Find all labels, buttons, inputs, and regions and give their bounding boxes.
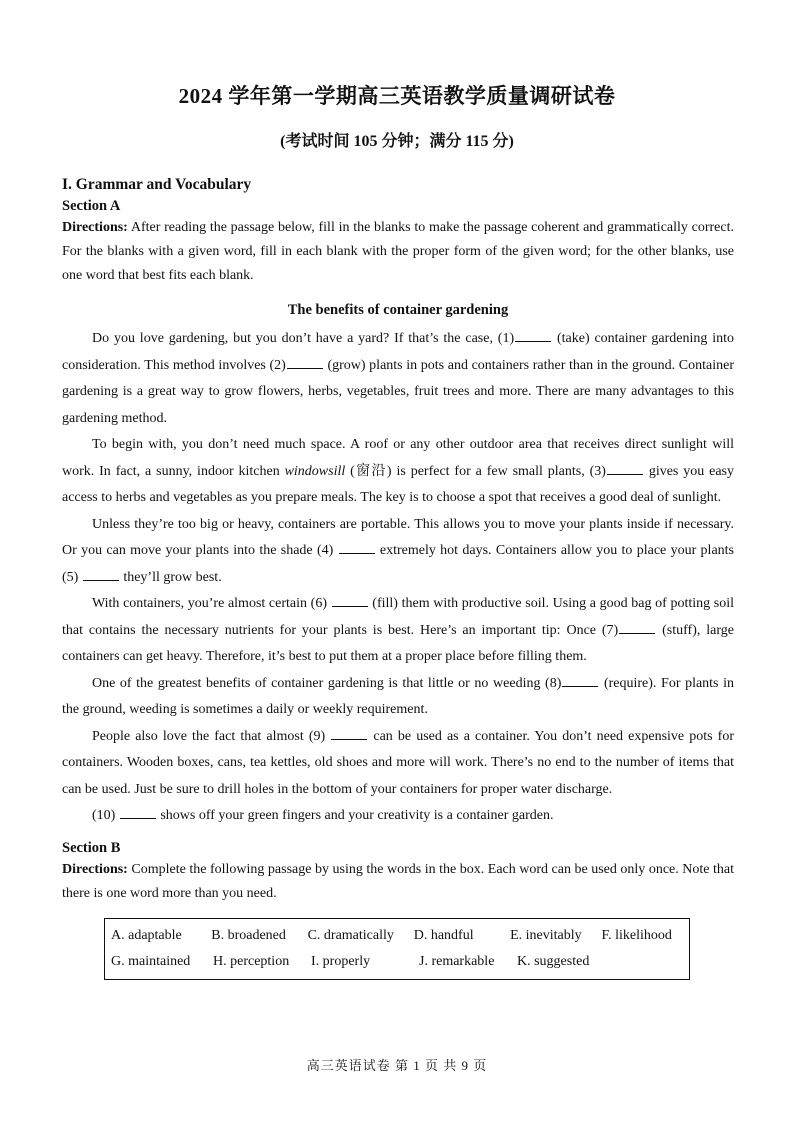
word-option: D. handful (413, 927, 474, 943)
paragraph-text: One of the greatest benefits of container gardening is that little or no weeding (8) (92, 675, 562, 691)
directions-text: After reading the passage below, fill in the blanks to make the passage coherent and grammatically correct. For the blanks with a given word, fill in each blank with the proper form of the given word; for the other blanks, use one word that best fits each blank. (62, 220, 735, 283)
italic-term: windowsill (284, 463, 346, 479)
word-bank-row-1 (111, 923, 685, 949)
paragraph-text: (fill) them with productive soil. Using a good bag of potting soil that contains the necessary nutrients for your plants is best. Here’s an important tip: Once (7) (62, 596, 734, 638)
answer-blank-9[interactable] (331, 727, 367, 740)
paragraph-text: can be used as a container. You don’t need expensive pots for containers. Wooden boxes, cans, tea kettles, old shoes and more will work. There’s no end to the number of items that can be used. Just be sure to drill holes in the bottom of your containers for proper water discharge. (62, 728, 734, 797)
passage-title: The benefits of container gardening (287, 302, 509, 318)
section-a-heading: Section A (62, 198, 121, 214)
paragraph-text: (10) (92, 808, 119, 823)
answer-blank-3[interactable] (607, 462, 643, 475)
word-option: B. broadened (211, 927, 286, 943)
answer-blank-6[interactable] (332, 594, 368, 607)
section-a-directions (62, 216, 734, 288)
word-bank-row-2 (111, 949, 685, 975)
passage-paragraph-3 (62, 512, 734, 592)
paragraph-text: (take) container gardening into consideration. This method involves (2) (62, 331, 734, 373)
word-option: J. remarkable (419, 953, 495, 969)
paragraph-text: (require). For plants in the ground, weeding is sometimes a daily or weekly requirement. (62, 675, 734, 717)
passage-paragraph-2 (62, 432, 734, 512)
exam-content (62, 174, 734, 980)
paragraph-text: (窗沿) is perfect for a few small plants, (3) (345, 463, 606, 479)
word-option: A. adaptable (111, 927, 182, 943)
directions-label: Directions: (62, 220, 128, 235)
directions-text: Complete the following passage by using the words in the box. Each word can be used only once. Note that there is one word more than you need. (62, 861, 734, 901)
part-heading: I. Grammar and Vocabulary (62, 176, 252, 193)
paragraph-text: extremely hot days. Containers allow you to place your plants (5) (62, 543, 734, 585)
answer-blank-10[interactable] (120, 806, 156, 819)
directions-label: Directions: (62, 861, 128, 877)
paragraph-text: To begin with, you don’t need much space. A roof or any other outdoor area that receives direct sunlight will work. In fact, a sunny, indoor kitchen (62, 437, 734, 479)
answer-blank-1[interactable] (515, 329, 551, 342)
paragraph-text: (grow) plants in pots and containers rather than in the ground. Container gardening is a great way to grow flowers, herbs, vegetables, fruit trees and more. There are many advantages to this gardening method. (62, 357, 734, 426)
answer-blank-7[interactable] (619, 621, 655, 634)
passage-paragraph-1 (62, 326, 734, 432)
word-option: H. perception (213, 953, 290, 969)
section-b-heading: Section B (62, 839, 121, 856)
passage-paragraph-6 (62, 724, 734, 804)
answer-blank-4[interactable] (339, 541, 375, 554)
paragraph-text: Do you love gardening, but you don’t have a yard? If that’s the case, (1) (92, 331, 515, 346)
exam-subtitle: (考试时间 105 分钟；满分 115 分) (280, 133, 514, 150)
passage-paragraph-4 (62, 591, 734, 671)
word-bank-box (104, 918, 690, 980)
passage-paragraph-7 (62, 803, 734, 830)
paragraph-text: (stuff), large containers can get heavy. Therefore, it’s best to put them at a proper place before filling them. (62, 622, 734, 664)
word-option: E. inevitably (510, 927, 582, 943)
paragraph-text: With containers, you’re almost certain (6) (92, 596, 331, 611)
answer-blank-2[interactable] (287, 356, 323, 369)
paragraph-text: they’ll grow best. (119, 569, 222, 585)
answer-blank-5[interactable] (83, 568, 119, 581)
answer-blank-8[interactable] (562, 674, 598, 687)
paragraph-text: Unless they’re too big or heavy, containers are portable. This allows you to move your plants inside if necessary. Or you can move your plants into the shade (4) (62, 516, 734, 558)
passage-paragraph-5 (62, 671, 734, 724)
exam-title: 2024 学年第一学期高三英语教学质量调研试卷 (178, 84, 616, 108)
paragraph-text: shows off your green fingers and your creativity is a container garden. (156, 808, 554, 823)
word-option: I. properly (311, 953, 371, 969)
paragraph-text: People also love the fact that almost (9) (92, 728, 331, 744)
page-footer: 高三英语试卷 第 1 页 共 9 页 (306, 1058, 488, 1073)
word-option: G. maintained (111, 953, 191, 969)
word-option: K. suggested (517, 953, 590, 969)
paragraph-text: gives you easy access to herbs and vegetables as you prepare meals. The key is to choose a spot that receives a good deal of sunlight. (62, 463, 734, 505)
word-option: C. dramatically (307, 927, 394, 943)
word-option: F. likelihood (601, 927, 672, 943)
section-b (62, 838, 734, 980)
section-b-directions (62, 858, 734, 906)
